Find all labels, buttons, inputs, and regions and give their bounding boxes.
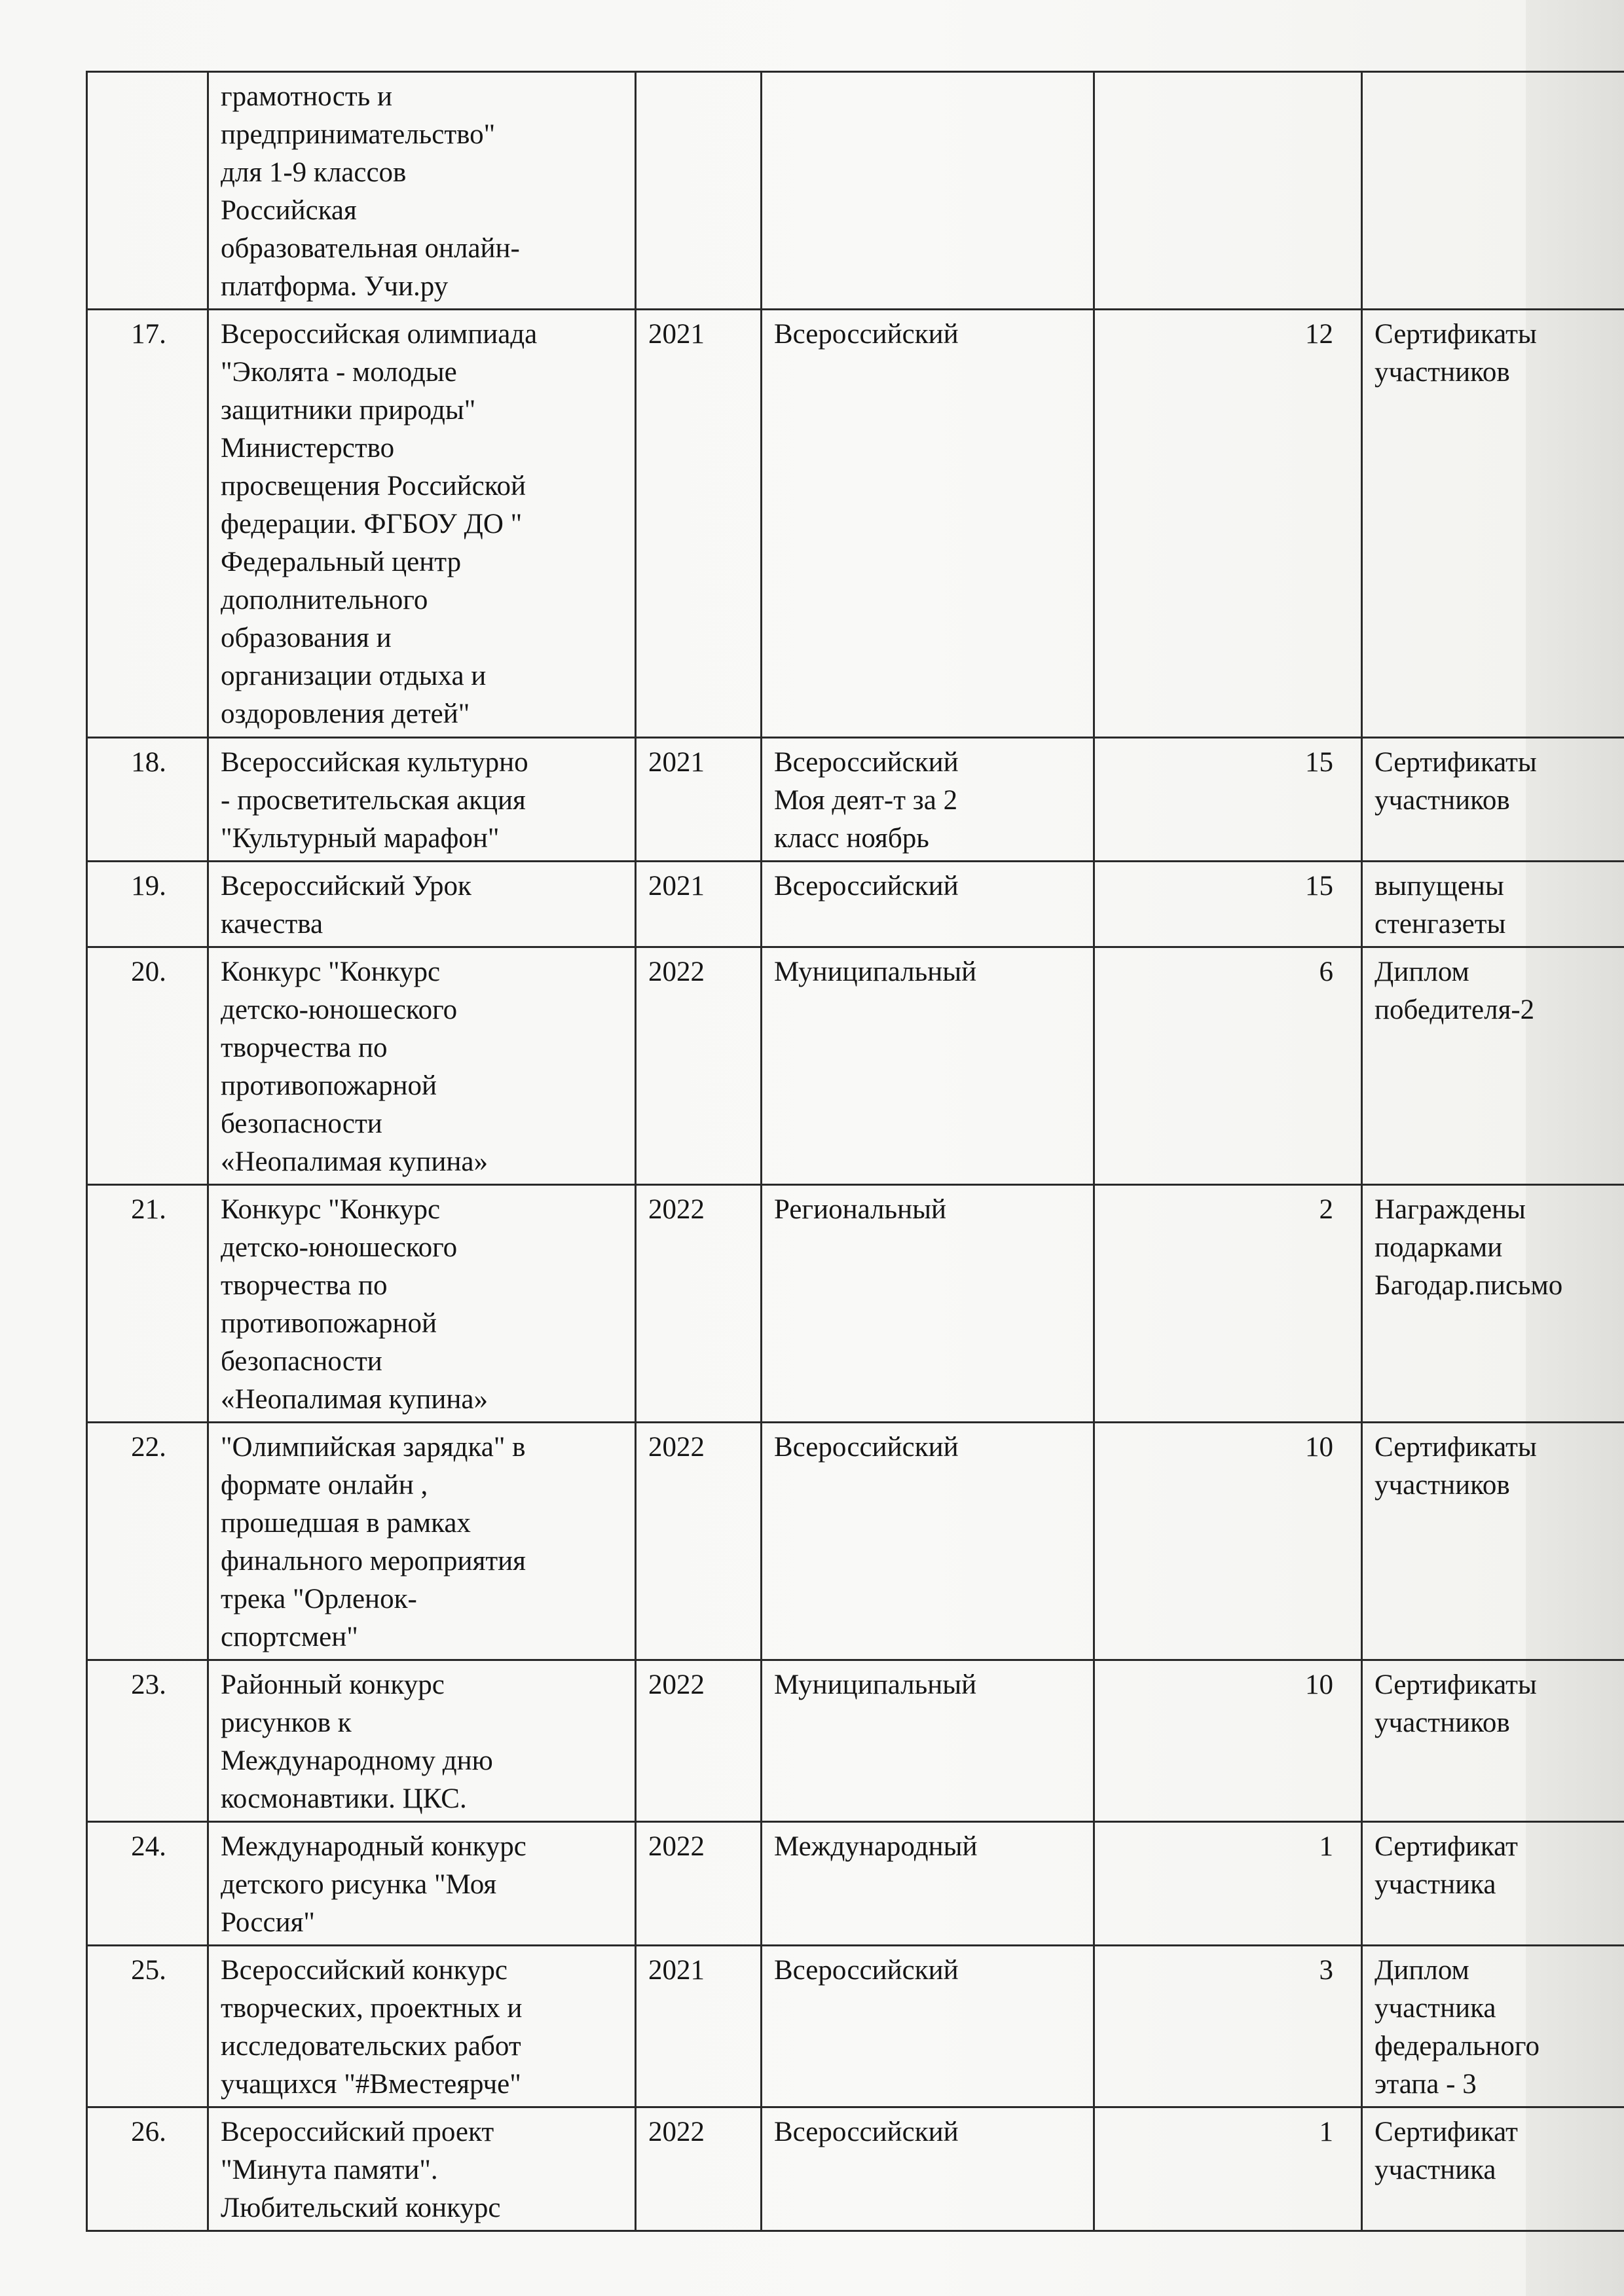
- event-level: Муниципальный: [762, 1660, 1094, 1822]
- event-result: Сертификаты участников: [1362, 1423, 1624, 1660]
- participants-count: 3: [1094, 1946, 1362, 2107]
- table-row: [87, 1185, 1624, 1423]
- event-year: [636, 72, 762, 310]
- participants-count: 1: [1094, 2107, 1362, 2231]
- event-year: 2022: [636, 947, 762, 1185]
- event-result: Сертификат участника: [1362, 2107, 1624, 2231]
- event-result: Диплом победителя-2: [1362, 947, 1624, 1185]
- row-number: 21.: [87, 1185, 208, 1423]
- participants-count: 12: [1094, 310, 1362, 738]
- row-number: 20.: [87, 947, 208, 1185]
- event-result: Сертификаты участников: [1362, 738, 1624, 862]
- table-row: [87, 1946, 1624, 2107]
- event-level: Всероссийский: [762, 862, 1094, 947]
- event-level: Международный: [762, 1822, 1094, 1946]
- row-number: 23.: [87, 1660, 208, 1822]
- event-name: грамотность и предпринимательство" для 1-9 классов Российская образовательная онлайн- платформа. Учи.ру: [208, 72, 636, 310]
- table-row: [87, 738, 1624, 862]
- event-name: Всероссийская олимпиада "Эколята - молодые защитники природы" Министерство просвещения Российской федерации. ФГБОУ ДО " Федеральный центр дополнительного образования и организации отдыха и оздоровления детей": [208, 310, 636, 738]
- table-row: [87, 947, 1624, 1185]
- row-number: 18.: [87, 738, 208, 862]
- event-name: "Олимпийская зарядка" в формате онлайн , прошедшая в рамках финального мероприятия трека "Орленок- спортсмен": [208, 1423, 636, 1660]
- event-year: 2022: [636, 2107, 762, 2231]
- participants-count: 15: [1094, 738, 1362, 862]
- participants-count: 10: [1094, 1423, 1362, 1660]
- row-number: 22.: [87, 1423, 208, 1660]
- event-name: Конкурс "Конкурс детско-юношеского творчества по противопожарной безопасности «Неопалимая купина»: [208, 1185, 636, 1423]
- event-level: Всероссийский: [762, 1946, 1094, 2107]
- event-name: Всероссийская культурно - просветительская акция "Культурный марафон": [208, 738, 636, 862]
- table-row: [87, 310, 1624, 738]
- event-year: 2022: [636, 1660, 762, 1822]
- event-result: выпущены стенгазеты: [1362, 862, 1624, 947]
- table-body: [87, 72, 1624, 2231]
- event-name: Международный конкурс детского рисунка "Моя Россия": [208, 1822, 636, 1946]
- table-row: [87, 862, 1624, 947]
- table-row: [87, 2107, 1624, 2231]
- event-name: Всероссийский конкурс творческих, проектных и исследовательских работ учащихся "#Вместеярче": [208, 1946, 636, 2107]
- row-number: 25.: [87, 1946, 208, 2107]
- participants-count: 15: [1094, 862, 1362, 947]
- row-number: 19.: [87, 862, 208, 947]
- table-row: [87, 1660, 1624, 1822]
- event-year: 2021: [636, 1946, 762, 2107]
- event-year: 2021: [636, 310, 762, 738]
- event-year: 2022: [636, 1822, 762, 1946]
- row-number: [87, 72, 208, 310]
- row-number: 24.: [87, 1822, 208, 1946]
- event-name: Всероссийский проект "Минута памяти". Любительский конкурс: [208, 2107, 636, 2231]
- table-row: [87, 72, 1624, 310]
- event-year: 2022: [636, 1423, 762, 1660]
- event-name: Конкурс "Конкурс детско-юношеского творчества по противопожарной безопасности «Неопалимая купина»: [208, 947, 636, 1185]
- participants-count: 10: [1094, 1660, 1362, 1822]
- event-result: Сертификаты участников: [1362, 310, 1624, 738]
- event-result: [1362, 72, 1624, 310]
- table-row: [87, 1423, 1624, 1660]
- row-number: 26.: [87, 2107, 208, 2231]
- participants-count: 6: [1094, 947, 1362, 1185]
- table-row: [87, 1822, 1624, 1946]
- participants-count: [1094, 72, 1362, 310]
- event-result: Награждены подарками Багодар.письмо: [1362, 1185, 1624, 1423]
- event-level: Муниципальный: [762, 947, 1094, 1185]
- event-level: Всероссийский: [762, 1423, 1094, 1660]
- participants-count: 2: [1094, 1185, 1362, 1423]
- event-name: Всероссийский Урок качества: [208, 862, 636, 947]
- event-name: Районный конкурс рисунков к Международному дню космонавтики. ЦКС.: [208, 1660, 636, 1822]
- event-level: [762, 72, 1094, 310]
- event-level: Всероссийский: [762, 310, 1094, 738]
- event-level: Всероссийский Моя деят-т за 2 класс ноябрь: [762, 738, 1094, 862]
- achievements-table: [86, 71, 1624, 2232]
- event-level: Всероссийский: [762, 2107, 1094, 2231]
- row-number: 17.: [87, 310, 208, 738]
- event-year: 2021: [636, 862, 762, 947]
- event-year: 2021: [636, 738, 762, 862]
- event-year: 2022: [636, 1185, 762, 1423]
- participants-count: 1: [1094, 1822, 1362, 1946]
- event-result: Диплом участника федерального этапа - 3: [1362, 1946, 1624, 2107]
- event-result: Сертификат участника: [1362, 1822, 1624, 1946]
- event-level: Региональный: [762, 1185, 1094, 1423]
- event-result: Сертификаты участников: [1362, 1660, 1624, 1822]
